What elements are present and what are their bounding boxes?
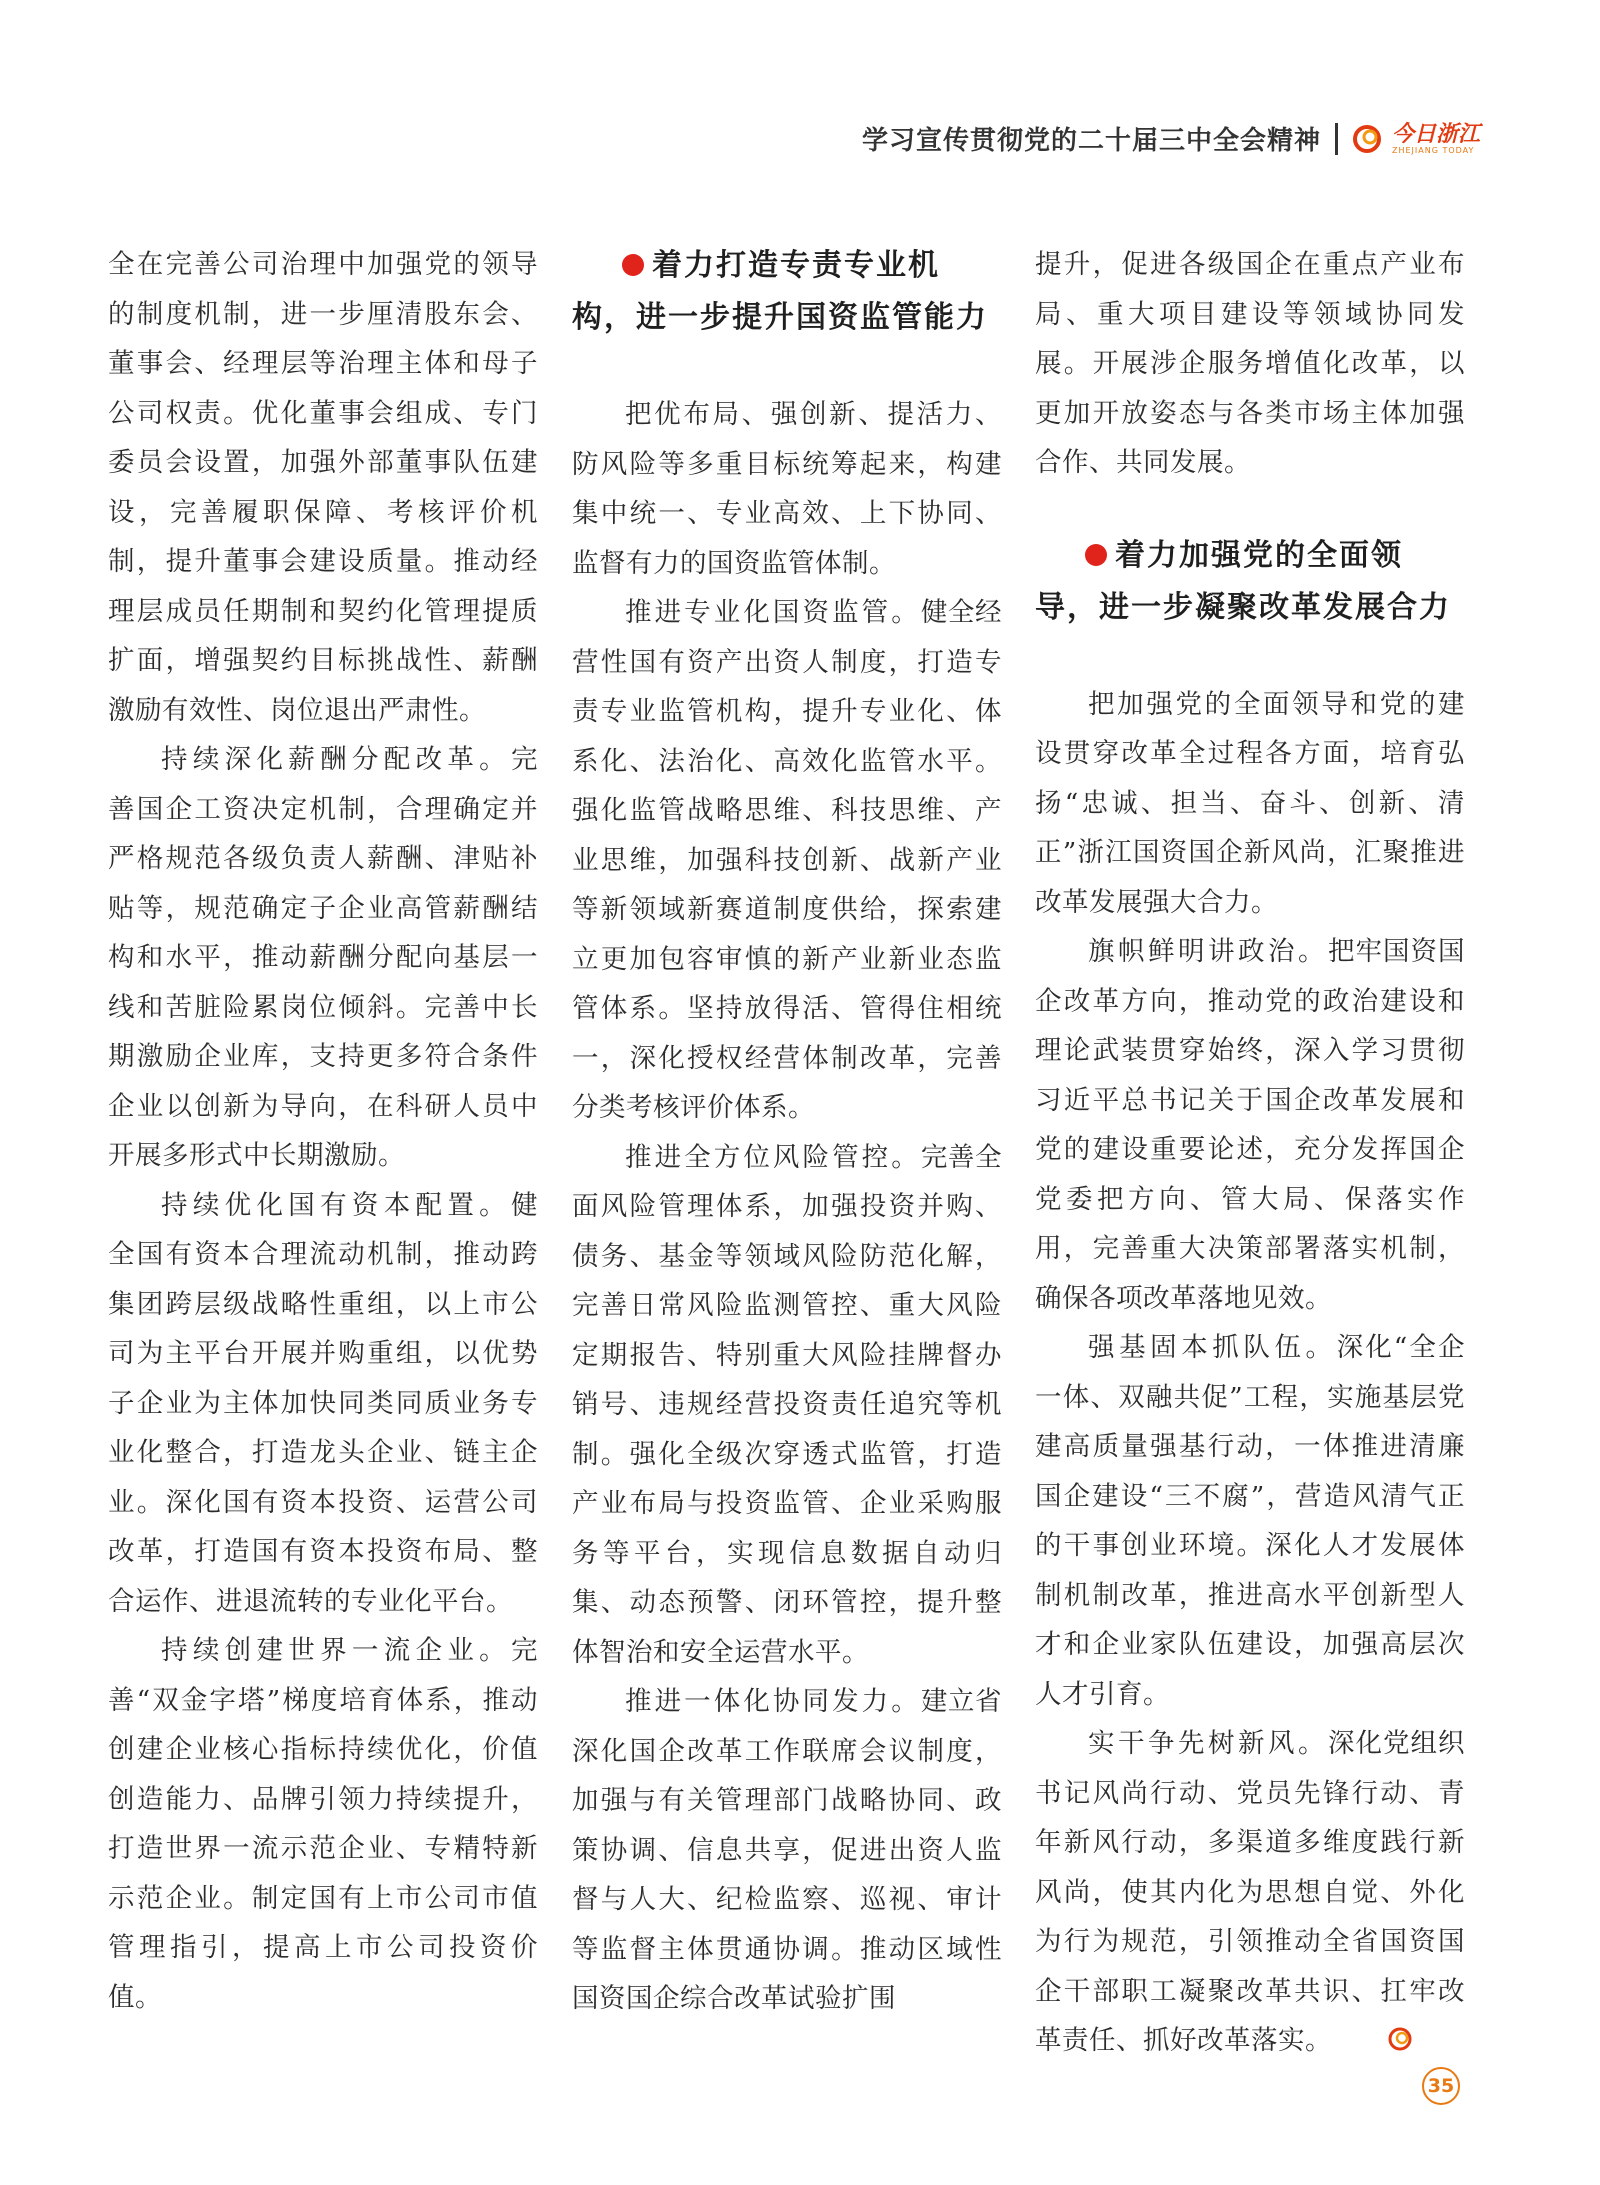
paragraph-body: 完善国企工资决定机制，合理确定并严格规范各级负责人薪酬、津贴补贴等，规范确定子企业高管薪酬结构和水平，推动薪酬分配向基层一线和苦脏险累岗位倾斜。完善中长期激励企业库，支持更多符合条件企业以创新为导向，在科研人员中开展多形式中长期激励。 [108,744,538,1171]
paragraph-lead: 推进专业化国资监管。 [625,597,921,628]
paragraph: 把加强党的全面领导和党的建设贯穿改革全过程各方面，培育弘扬“忠诚、担当、奋斗、创新、清正”浙江国资国企新风尚，汇聚推进改革发展强大合力。 [1035,688,1465,918]
paragraph [1035,1323,1465,1719]
paragraph-body: 深化党组织书记风尚行动、党员先锋行动、青年新风行动，多渠道多维度践行新风尚，使其内化为思想自觉、外化为行为规范，引领推动全省国资国企干部职工凝聚改革共识、扛牢改革责任、抓好改革落实。 [1035,1728,1465,2056]
column-3 [1035,240,1465,2069]
paragraph-lead: 持续创建世界一流企业。 [161,1635,511,1666]
paragraph-body: 健全经营性国有资产出资人制度，打造专责专业监管机构，提升专业化、体系化、法治化、高效化监管水平。强化监管战略思维、科技思维、产业思维，加强科技创新、战新产业等新领域新赛道制度供给，探索建立更加包容审慎的新产业新业态监管体系。坚持放得活、管得住相统一，深化授权经营体制改革，完善分类考核评价体系。 [572,597,1003,1123]
paragraph-body: 完善“双金字塔”梯度培育体系，推动创建企业核心指标持续优化，价值创造能力、品牌引领力持续提升，打造世界一流示范企业、专精特新示范企业。制定国有上市公司市值管理指引，提高上市公司投资价值。 [108,1635,538,2013]
paragraph [108,1626,538,2022]
logo-english-text: ZHEJIANG TODAY [1391,145,1475,155]
header-divider [1335,123,1338,155]
logo-swirl-icon [1352,124,1386,154]
section-heading [572,240,1002,344]
paragraph-body: 完善全面风险管理体系，加强投资并购、债务、基金等领域风险防范化解，完善日常风险监测管控、重大风险定期报告、特别重大风险挂牌督办销号、违规经营投资责任追究等机制。强化全级次穿透式监管，打造产业布局与投资监管、企业采购服务等平台，实现信息数据自动归集、动态预警、闭环管控，提升整体智治和安全运营水平。 [572,1141,1003,1668]
header-title: 学习宣传贯彻党的二十届三中全会精神 [861,126,1321,156]
paragraph-lead: 旗帜鲜明讲政治。 [1088,936,1328,967]
section-heading [1035,530,1465,634]
column-1 [108,240,538,2022]
section-heading-text: 着力加强党的全面领导，进一步凝聚改革发展合力 [1035,537,1451,625]
paragraph [572,588,1002,1133]
paragraph-body: 建立省深化国企改革工作联席会议制度，加强与有关管理部门战略协同、政策协调、信息共享，促进出资人监督与人大、纪检监察、巡视、审计等监督主体贯通协调。推动区域性国资国企综合改革试验扩围 [572,1686,1003,2014]
red-bullet-icon [1085,544,1107,566]
paragraph-body: 健全国有资本合理流动机制，推动跨集团跨层级战略性重组，以上市公司为主平台开展并购重组，以优势子企业为主体加快同类同质业务专业化整合，打造龙头企业、链主企业。深化国有资本投资、运营公司改革，打造国有资本投资布局、整合运作、进退流转的专业化平台。 [108,1189,538,1617]
paragraph-body: 把牢国资国企改革方向，推动党的政治建设和理论武装贯穿始终，深入学习贯彻习近平总书记关于国企改革发展和党的建设重要论述，充分发挥国企党委把方向、管大局、保落实作用，完善重大决策部署落实机制，确保各项改革落地见效。 [1035,936,1465,1314]
paragraph-lead: 强基固本抓队伍。 [1088,1332,1337,1363]
paragraph [1035,927,1465,1323]
paragraph [108,1181,538,1627]
paragraph [108,735,538,1181]
paragraph-lead: 实干争先树新风。 [1088,1728,1328,1759]
column-2 [572,240,1002,2024]
red-bullet-icon [622,254,644,276]
page-number: 35 [1422,2067,1460,2105]
paragraph-body: 深化“全企一体、双融共促”工程，实施基层党建高质量强基行动，一体推进清廉国企建设“三不腐”，营造风清气正的干事创业环境。深化人才发展体制机制改革，推进高水平创新型人才和企业家队伍建设，加强高层次人才引育。 [1035,1332,1465,1710]
magazine-logo [1352,120,1480,155]
paragraph [1035,1719,1465,2069]
paragraph-lead: 持续深化薪酬分配改革。 [161,744,511,775]
paragraph: 提升，促进各级国企在重点产业布局、重大项目建设等领域协同发展。开展涉企服务增值化改革，以更加开放姿态与各类市场主体加强合作、共同发展。 [1035,249,1465,478]
article-end-icon [1334,2019,1413,2069]
paragraph-lead: 推进全方位风险管控。 [625,1141,921,1173]
paragraph [572,1677,1002,2024]
section-heading-text: 着力打造专责专业机构，进一步提升国资监管能力 [572,248,988,335]
paragraph [572,1133,1002,1678]
paragraph: 全在完善公司治理中加强党的领导的制度机制，进一步厘清股东会、董事会、经理层等治理主体和母子公司权责。优化董事会组成、专门委员会设置，加强外部董事队伍建设，完善履职保障、考核评价机制，提升董事会建设质量。推动经理层成员任期制和契约化管理提质扩面，增强契约目标挑战性、薪酬激励有效性、岗位退出严肃性。 [108,249,538,726]
logo-chinese-text: 今日浙江 [1391,120,1480,147]
paragraph: 把优布局、强创新、提活力、防风险等多重目标统筹起来，构建集中统一、专业高效、上下协同、监督有力的国资监管体制。 [572,399,1002,579]
paragraph-lead: 持续优化国有资本配置。 [161,1189,511,1221]
page-header [862,120,1480,157]
paragraph-lead: 推进一体化协同发力。 [625,1686,921,1717]
